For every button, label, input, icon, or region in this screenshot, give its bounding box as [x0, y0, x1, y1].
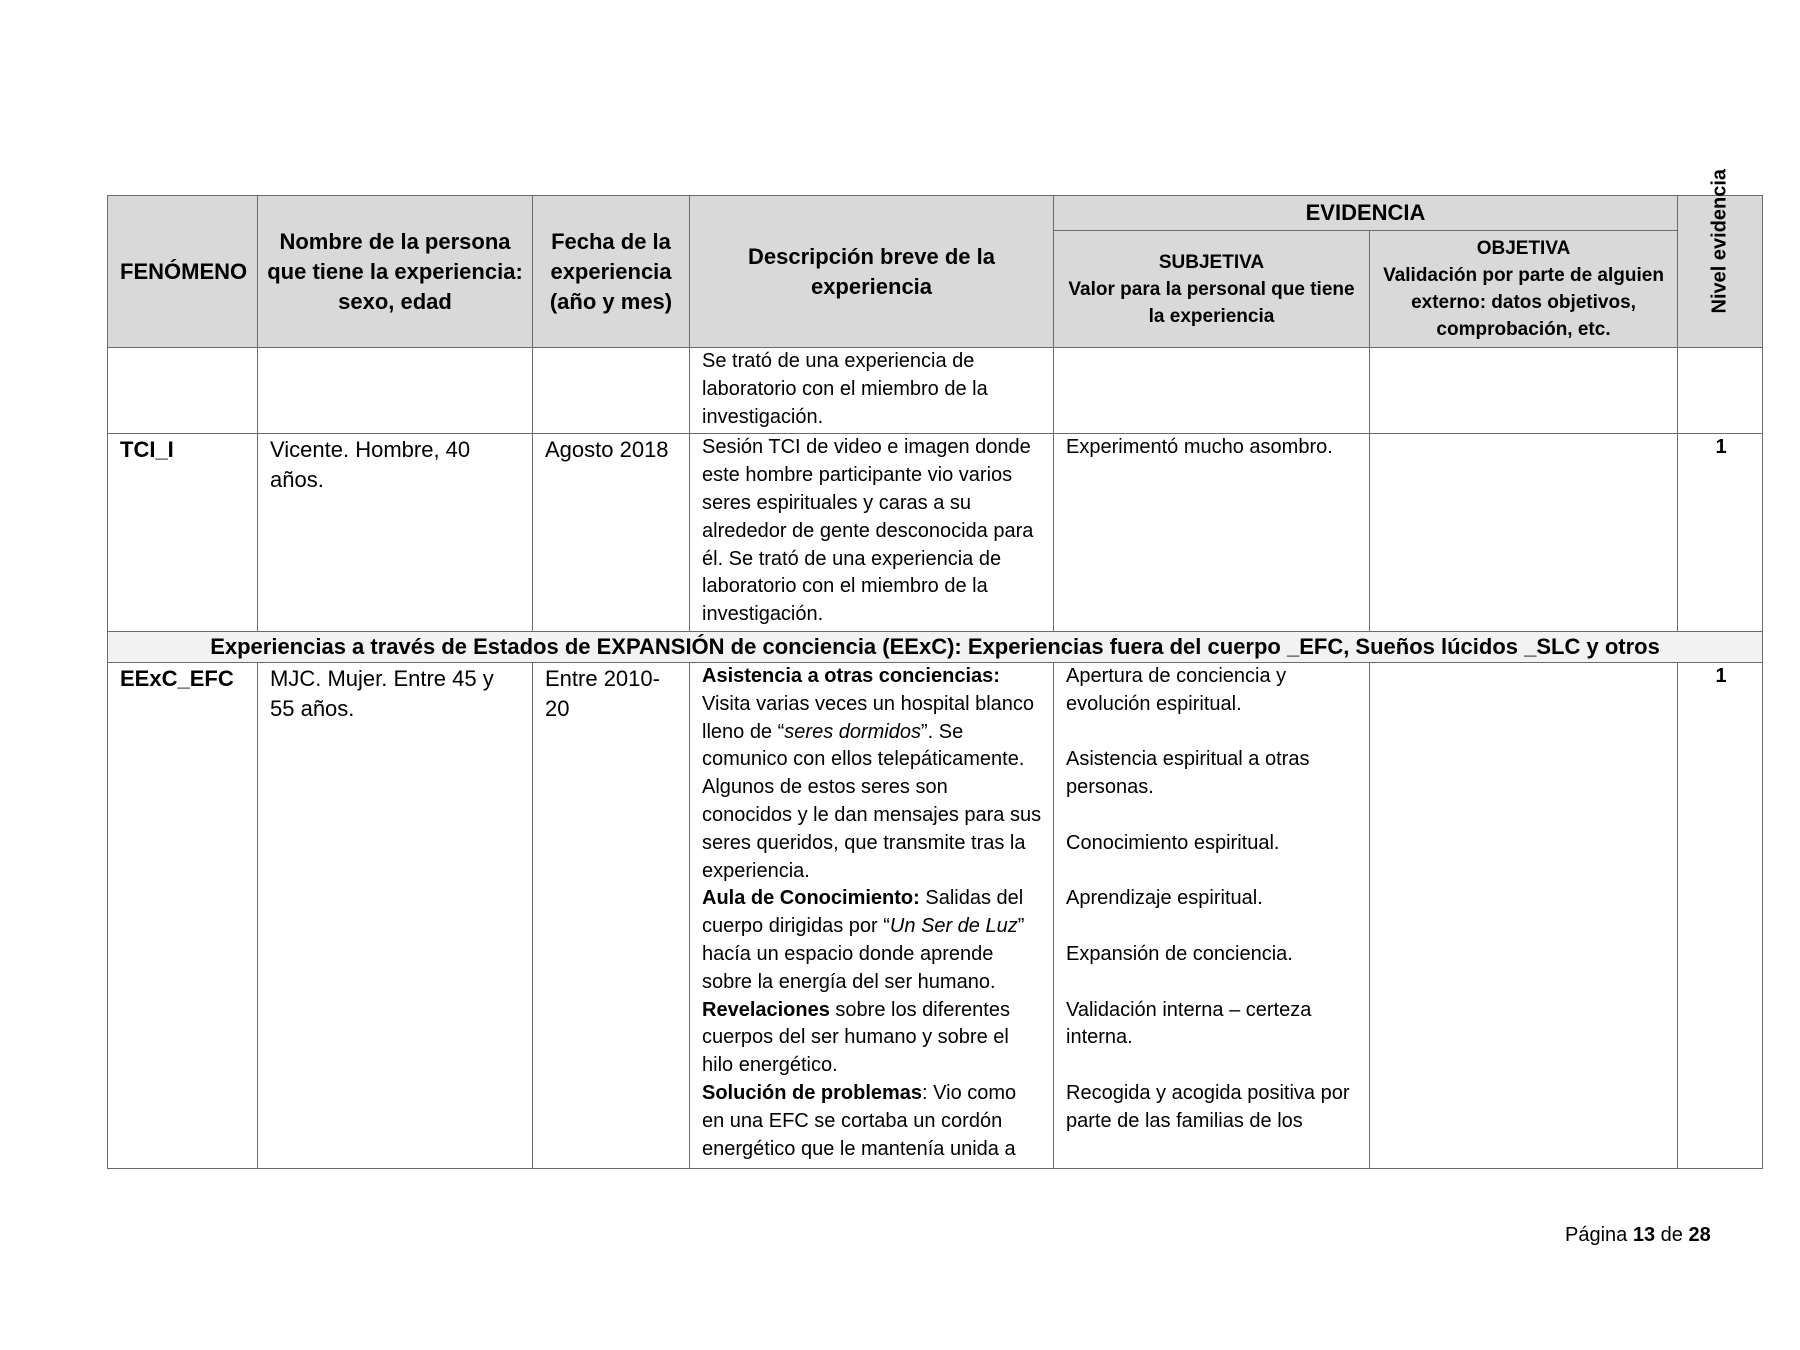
cell-nivel: 1	[1678, 662, 1763, 1168]
cell-descripcion: Se trató de una experiencia de laboratorio con el miembro de la investigación.	[690, 348, 1054, 434]
cell-nivel-empty	[1678, 348, 1763, 434]
footer-pagina-label: Página	[1565, 1224, 1628, 1246]
desc-italic: seres dormidos	[784, 720, 921, 743]
section-row	[108, 631, 1763, 662]
desc-text: sobre los diferentes cuerpos del ser humano y sobre el hilo energético.	[702, 998, 1010, 1077]
footer-de-label: de	[1660, 1224, 1683, 1246]
cell-fecha-empty	[533, 348, 690, 434]
page-footer	[1565, 1222, 1711, 1248]
cell-fecha: Entre 2010-20	[533, 662, 690, 1168]
desc-paragraph	[702, 1080, 1043, 1163]
desc-text: ”. Se comunico con ellos telepáticamente. Algunos de estos seres son conocidos y le dan mensajes para sus seres queridos, que transmite tras la experiencia.	[702, 720, 1042, 882]
subjetiva-item: Conocimiento espiritual.	[1066, 831, 1280, 854]
desc-text: Visita varias veces un hospital blanco lleno de “	[702, 692, 1035, 743]
table-row-continuation	[108, 348, 1763, 434]
desc-heading: Asistencia a otras conciencias:	[702, 664, 1000, 687]
footer-page-number: 13	[1632, 1224, 1656, 1246]
subjetiva-item: Asistencia espiritual a otras personas.	[1066, 748, 1310, 799]
header-fecha: Fecha de la experiencia (año y mes)	[533, 196, 690, 348]
cell-objetiva-empty	[1370, 662, 1678, 1168]
desc-paragraph	[702, 663, 1043, 885]
subjetiva-item: Aprendizaje espiritual.	[1066, 887, 1263, 910]
cell-descripcion	[690, 662, 1054, 1168]
desc-text: ” hacía un espacio donde aprende sobre la energía del ser humano.	[702, 915, 1025, 993]
evidence-table	[107, 168, 1763, 1169]
header-subjetiva	[1054, 231, 1370, 348]
desc-text: Salidas del cuerpo dirigidas por “	[702, 887, 1024, 938]
footer-page-total: 28	[1688, 1224, 1711, 1246]
header-nombre: Nombre de la persona que tiene la experiencia: sexo, edad	[258, 196, 533, 348]
cell-nivel: 1	[1678, 434, 1763, 632]
cell-nombre-empty	[258, 348, 533, 434]
subjetiva-item: Recogida y acogida positiva por parte de las familias de los	[1066, 1081, 1350, 1132]
desc-paragraph	[702, 885, 1043, 996]
cell-fecha: Agosto 2018	[533, 434, 690, 632]
cell-fenomeno: EExC_EFC	[108, 662, 258, 1168]
subjetiva-item: Expansión de conciencia.	[1066, 942, 1293, 965]
cell-objetiva-empty	[1370, 434, 1678, 632]
cell-nombre: MJC. Mujer. Entre 45 y 55 años.	[258, 662, 533, 1168]
header-subjetiva-title: SUBJETIVA	[1158, 251, 1265, 273]
header-objetiva-desc: Validación por parte de alguien externo: datos objetivos, comprobación, etc.	[1383, 265, 1664, 340]
table-row-tci	[108, 434, 1763, 632]
cell-nombre: Vicente. Hombre, 40 años.	[258, 434, 533, 632]
desc-paragraph	[702, 997, 1043, 1080]
header-subjetiva-desc: Valor para la personal que tiene la experiencia	[1068, 278, 1355, 327]
section-title: Experiencias a través de Estados de EXPANSIÓN de conciencia (EExC): Experiencias fuera del cuerpo _EFC, Sueños lúcidos _SLC y otros	[108, 631, 1763, 662]
header-fenomeno: FENÓMENO	[108, 196, 258, 348]
subjetiva-item: Apertura de conciencia y evolución espiritual.	[1066, 664, 1287, 715]
header-objetiva-title: OBJETIVA	[1476, 238, 1571, 259]
table-row-eexc	[108, 662, 1763, 1168]
desc-italic: Un Ser de Luz	[889, 915, 1018, 938]
header-objetiva	[1370, 231, 1678, 348]
subjetiva-item: Validación interna – certeza interna.	[1066, 998, 1312, 1049]
cell-objetiva-empty	[1370, 348, 1678, 434]
cell-fenomeno: TCI_I	[108, 434, 258, 632]
header-evidencia: EVIDENCIA	[1054, 196, 1678, 231]
header-nivel	[1678, 168, 1763, 348]
cell-subjetiva-empty	[1054, 348, 1370, 434]
header-descripcion: Descripción breve de la experiencia	[690, 196, 1054, 348]
header-row-1	[108, 196, 1763, 231]
desc-heading: Solución de problemas	[702, 1081, 923, 1104]
cell-descripcion: Sesión TCI de video e imagen donde este hombre participante vio varios seres espirituales y caras a su alrededor de gente desconocida para él. Se trató de una experiencia de laboratorio con el miembro de la investigación.	[690, 434, 1054, 632]
cell-fenomeno-empty	[108, 348, 258, 434]
desc-heading: Revelaciones	[702, 998, 830, 1021]
cell-subjetiva	[1054, 662, 1370, 1168]
cell-subjetiva: Experimentó mucho asombro.	[1054, 434, 1370, 632]
desc-heading: Aula de Conocimiento:	[702, 887, 920, 910]
desc-text: : Vio como en una EFC se cortaba un cordón energético que le mantenía unida a	[702, 1081, 1017, 1160]
header-nivel-label: Nivel evidencia	[1708, 168, 1731, 314]
